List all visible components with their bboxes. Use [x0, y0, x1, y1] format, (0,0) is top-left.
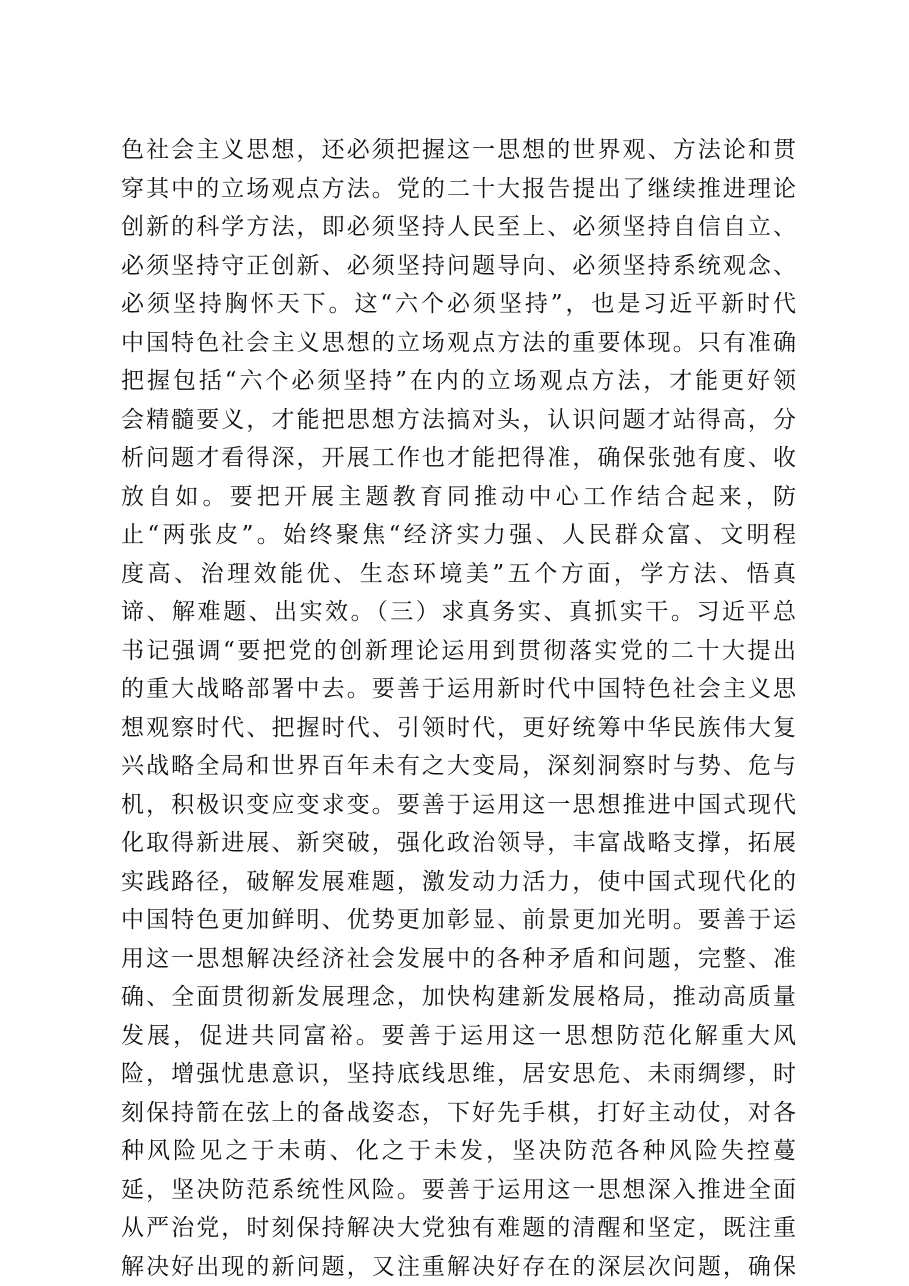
- text-line: 中国特色社会主义思想的立场观点方法的重要体现。只有准确: [121, 329, 796, 356]
- text-line: 析问题才看得深，开展工作也才能把得准，确保张弛有度、收: [121, 445, 796, 471]
- text-line: 书记强调“要把党的创新理论运用到贯彻落实党的二十大提出: [121, 637, 796, 664]
- text-line: 创新的科学方法，即必须坚持人民至上、必须坚持自信自立、: [121, 214, 796, 240]
- text-line: 实践路径，破解发展难题，激发动力活力，使中国式现代化的: [121, 868, 796, 895]
- text-line: 发展，促进共同富裕。要善于运用这一思想防范化解重大风: [121, 1022, 796, 1049]
- text-line: 从严治党，时刻保持解决大党独有难题的清醒和坚定，既注重: [121, 1215, 796, 1241]
- text-line: 会精髓要义，才能把思想方法搞对头，认识问题才站得高，分: [121, 406, 796, 433]
- text-line: 延，坚决防范系统性风险。要善于运用这一思想深入推进全面: [121, 1176, 796, 1203]
- text-line: 种风险见之于未萌、化之于未发，坚决防范各种风险失控蔓: [121, 1138, 796, 1164]
- text-line: 刻保持箭在弦上的备战姿态，下好先手棋，打好主动仗，对各: [121, 1099, 796, 1126]
- text-line: 色社会主义思想，还必须把握这一思想的世界观、方法论和贯: [121, 137, 796, 163]
- text-line: 解决好出现的新问题，又注重解决好存在的深层次问题，确保: [121, 1253, 796, 1280]
- text-line: 度高、治理效能优、生态环境美”五个方面，学方法、悟真: [121, 560, 796, 587]
- text-line: 的重大战略部署中去。要善于运用新时代中国特色社会主义思: [121, 676, 796, 702]
- text-line: 谛、解难题、出实效。（三）求真务实、真抓实干。习近平总: [121, 599, 796, 625]
- body-text: [121, 131, 796, 1286]
- text-line: 必须坚持守正创新、必须坚持问题导向、必须坚持系统观念、: [121, 252, 796, 279]
- text-line: 兴战略全局和世界百年未有之大变局，深刻洞察时与势、危与: [121, 753, 796, 779]
- text-line: 把握包括“六个必须坚持”在内的立场观点方法，才能更好领: [121, 368, 796, 394]
- text-line: 机，积极识变应变求变。要善于运用这一思想推进中国式现代: [121, 791, 796, 818]
- text-line: 中国特色更加鲜明、优势更加彰显、前景更加光明。要善于运: [121, 907, 796, 933]
- text-line: 想观察时代、把握时代、引领时代，更好统筹中华民族伟大复: [121, 714, 796, 741]
- text-line: 确、全面贯彻新发展理念，加快构建新发展格局，推动高质量: [121, 984, 796, 1010]
- text-line: 化取得新进展、新突破，强化政治领导，丰富战略支撑，拓展: [121, 830, 796, 856]
- text-line: 必须坚持胸怀天下。这“六个必须坚持”，也是习近平新时代: [121, 291, 796, 317]
- text-line: 放自如。要把开展主题教育同推动中心工作结合起来，防: [121, 483, 796, 510]
- text-line: 险，增强忧患意识，坚持底线思维，居安思危、未雨绸缪，时: [121, 1061, 796, 1087]
- text-line: 用这一思想解决经济社会发展中的各种矛盾和问题，完整、准: [121, 945, 796, 972]
- text-line: 止“两张皮”。始终聚焦“经济实力强、人民群众富、文明程: [121, 522, 796, 548]
- text-line: 穿其中的立场观点方法。党的二十大报告提出了继续推进理论: [121, 175, 796, 202]
